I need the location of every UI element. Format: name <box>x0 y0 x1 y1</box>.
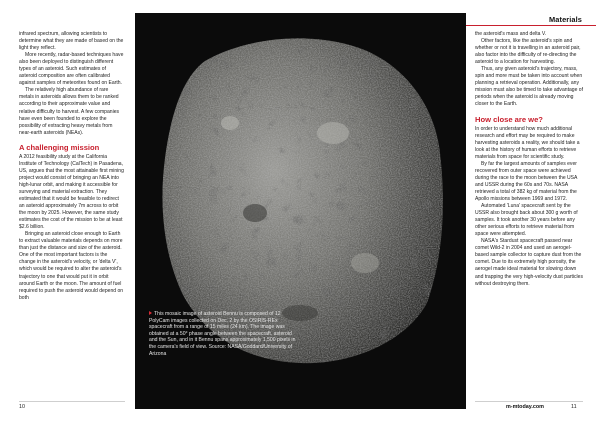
left-paragraph-3: The relatively high abundance of rare metals in asteroids allows them to be ranked according to their approximate value and relative difficulty to harvest. A few companies have even been founded to explore the possibility of extracting heavy metals from near-earth asteroids (NEAs). <box>19 87 120 136</box>
caption-triangle-icon <box>149 311 152 315</box>
subhead-how-close: How close are we? <box>475 114 543 124</box>
left-paragraph-1: infrared spectrum, allowing scientists to determine what they are made of based on the light they reflect. <box>19 31 124 52</box>
right-paragraph-4: In order to understand how much additional research and effort may be required to make harvesting asteroids a reality, we should take a look at the history of human efforts to retrieve materials from space for scientific study. <box>475 125 580 160</box>
left-paragraph-2: More recently, radar-based techniques have also been deployed to distinguish different types of an asteroid. Such estimates of asteroid composition are often calibrated against samples of meteorites found on Earth. <box>19 52 124 87</box>
header-rule <box>466 25 596 26</box>
right-paragraph-3: Thus, any given asteroid's trajectory, mass, spin and more must be taken into account when planning a retrieval operation. Additionally, any mission must also be timed to take advantage of periods when the asteroid is already moving closer to the Earth. <box>475 66 584 108</box>
subhead-challenging-mission: A challenging mission <box>19 142 100 152</box>
right-paragraph-6: Automated 'Luna' spacecraft sent by the USSR also brought back about 300 g worth of samples. It took another 30 years before any other serious efforts to retrieve material from space were attempted. <box>475 203 578 238</box>
right-paragraph-5: By far the largest amounts of samples ever recovered from outer space were achieved during the race to the moon between the USA and USSR during the 60s and 70s. NASA retrieved a total of 382 kg of material from the Apollo missions between 1969 and 1972. <box>475 160 578 202</box>
section-title: Materials <box>549 15 582 24</box>
footer-rule-left <box>19 401 125 402</box>
website-url[interactable]: m-mtoday.com <box>506 404 544 410</box>
right-paragraph-2: Other factors, like the asteroid's spin and whether or not it is travelling in an asteroid pair, also factor into the difficulty of re-directing the asteroid to a location for harvesting. <box>475 38 581 66</box>
page-number-left: 10 <box>19 404 25 410</box>
left-paragraph-4: A 2012 feasibility study at the California Institute of Technology (CalTech) in Pasadena, US, argues that the most attainable first mining project would consist of bringing an NEA into high-lunar orbit, and making it accessible for surveying and material extraction. They estimated that it would be feasible to redirect an asteroid approximately 7m across to orbit the moon by 2025. However, the same study estimates the cost of the mission to be at least $2.6 billion. <box>19 153 124 231</box>
left-column <box>19 31 124 302</box>
right-paragraph-7: NASA's Stardust spacecraft passed near comet Wild-2 in 2004 and used an aerogel-based sample collector to capture dust from the comet. Due to its extremely high porosity, the aerogel made ideal material for slowing down and trapping the very high-velocity dust particles without destroying them. <box>475 238 584 287</box>
page-number-right: 11 <box>571 404 577 410</box>
caption-text: This mosaic image of asteroid Bennu is composed of 12 PolyCam images collected on Dec. 2 by the OSIRIS-REx spacecraft from a range of 15 miles (24 km). The image was obtained at a 50° phase angle between the spacecraft, asteroid and the Sun, and in it Bennu spans approximately 1,500 pixels in the camera's field of view. Source: NASA/Goddard/University of Arizona <box>149 311 296 357</box>
left-paragraph-5: Bringing an asteroid close enough to Earth to extract valuable materials depends on more than just the distance and size of the asteroid. One of the most important factors is the change in the asteroid's velocity, or 'delta V', which would be required to alter the asteroid's trajectory to one that would put it in orbit around Earth or the moon. The amount of fuel required to push the asteroid would depend on both <box>19 231 124 301</box>
photo-caption <box>149 311 297 357</box>
footer-rule-right <box>475 401 583 402</box>
right-column <box>475 31 583 288</box>
right-paragraph-1: the asteroid's mass and delta V. <box>475 31 547 37</box>
